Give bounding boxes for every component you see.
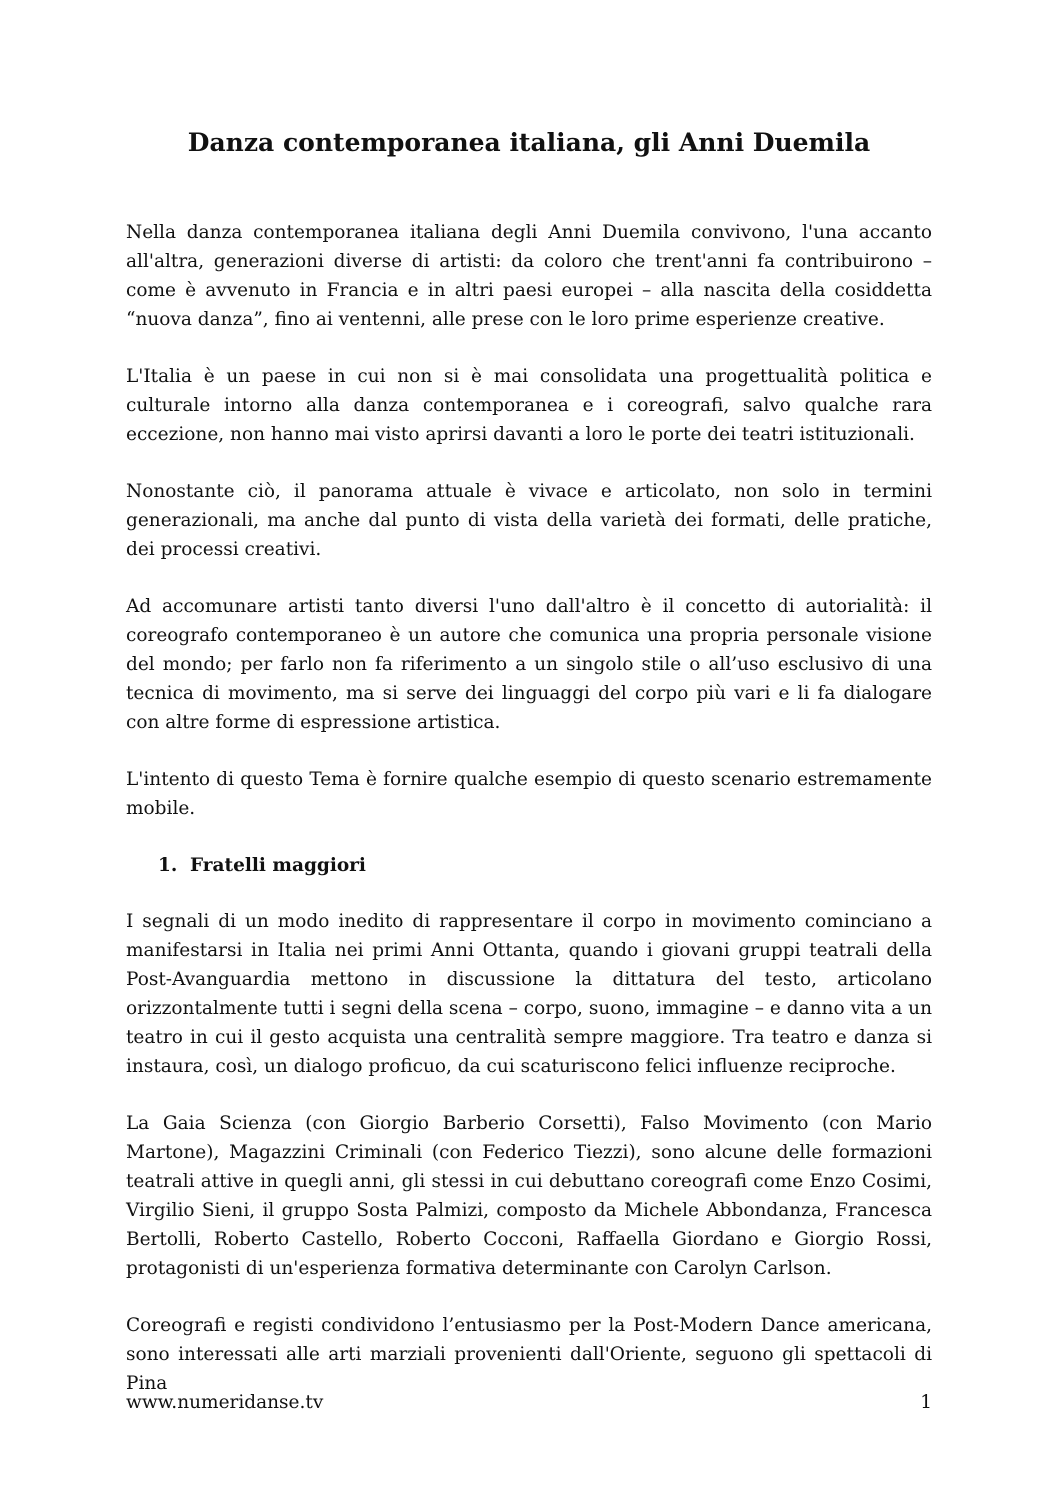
paragraph-intro-5: L'intento di questo Tema è fornire qualche esempio di questo scenario estremamente mobile.	[126, 769, 932, 819]
paragraph-intro-3: Nonostante ciò, il panorama attuale è vivace e articolato, non solo in termini generazionali, ma anche dal punto di vista della varietà dei formati, delle pratiche, dei processi creativi.	[126, 481, 932, 560]
paragraph-section-2: La Gaia Scienza (con Giorgio Barberio Corsetti), Falso Movimento (con Mario Martone), Magazzini Criminali (con Federico Tiezzi), sono alcune delle formazioni teatrali attive in quegli anni, gli stessi in cui debuttano coreografi come Enzo Cosimi, Virgilio Sieni, il gruppo Sosta Palmizi, composto da Michele Abbondanza, Francesca Bertolli, Roberto Castello, Roberto Cocconi, Raffaella Giordano e Giorgio Rossi, protagonisti di un'esperienza formativa determinante con Carolyn Carlson.	[126, 1113, 932, 1279]
page-number: 1	[920, 1392, 932, 1413]
paragraph-intro-1: Nella danza contemporanea italiana degli Anni Duemila convivono, l'una accanto all'altra, generazioni diverse di artisti: da coloro che trent'anni fa contribuirono – come è avvenuto in Francia e in altri paesi europei – alla nascita della cosiddetta “nuova danza”, fino ai ventenni, alle prese con le loro prime esperienze creative.	[126, 222, 932, 330]
section-title: Fratelli maggiori	[190, 855, 366, 876]
paragraph-intro-2: L'Italia è un paese in cui non si è mai consolidata una progettualità politica e culturale intorno alla danza contemporanea e i coreografi, salvo qualche rara eccezione, non hanno mai visto aprirsi davanti a loro le porte dei teatri istituzionali.	[126, 366, 932, 445]
section-heading	[126, 851, 932, 880]
footer-url: www.numeridanse.tv	[126, 1392, 324, 1413]
section-number: 1.	[158, 855, 178, 876]
paragraph-intro-4: Ad accomunare artisti tanto diversi l'uno dall'altro è il concetto di autorialità: il coreografo contemporaneo è un autore che comunica una propria personale visione del mondo; per farlo non fa riferimento a un singolo stile o all’uso esclusivo di una tecnica di movimento, ma si serve dei linguaggi del corpo più vari e li fa dialogare con altre forme di espressione artistica.	[126, 596, 932, 733]
paragraph-section-1: I segnali di un modo inedito di rappresentare il corpo in movimento cominciano a manifestarsi in Italia nei primi Anni Ottanta, quando i giovani gruppi teatrali della Post-Avanguardia mettono in discussione la dittatura del testo, articolano orizzontalmente tutti i segni della scena – corpo, suono, immagine – e danno vita a un teatro in cui il gesto acquista una centralità sempre maggiore. Tra teatro e danza si instaura, così, un dialogo proficuo, da cui scaturiscono felici influenze reciproche.	[126, 911, 932, 1077]
page-title: Danza contemporanea italiana, gli Anni Duemila	[187, 128, 871, 157]
paragraph-section-3: Coreografi e registi condividono l’entusiasmo per la Post-Modern Dance americana, sono interessati alle arti marziali provenienti dall'Oriente, seguono gli spettacoli di Pina	[126, 1315, 932, 1394]
document-body	[126, 218, 932, 1426]
